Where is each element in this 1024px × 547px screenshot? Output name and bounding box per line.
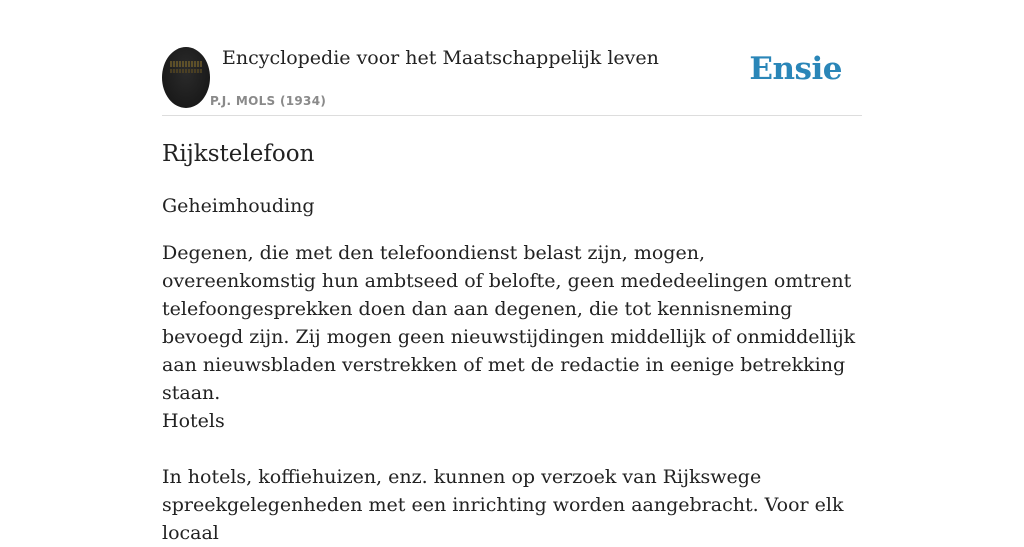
section-paragraph-geheimhouding: Degenen, die met den telefoondienst belast zijn, mogen, overeenkomstig hun ambtseed of belofte, geen mededeelingen omtrent telefoongesprekken doen dan aan degenen, die tot kennisneming bevoegd zijn. Zij mogen geen nieuwstijdingen middellijk of onmiddellijk aan nieuwsbladen verstrekken of met de redactie in eenige betrekking staan. xyxy=(162,242,856,404)
book-author: P.J. MOLS (1934) xyxy=(210,94,327,108)
cover-subtitle-lettering xyxy=(170,69,202,73)
book-title-link[interactable]: Encyclopedie voor het Maatschappelijk leven xyxy=(222,47,659,69)
article-title: Rijkstelefoon xyxy=(162,141,315,167)
section-heading-geheimhouding: Geheimhouding xyxy=(162,195,315,217)
book-cover-thumbnail[interactable] xyxy=(162,47,210,108)
ensie-logo-link[interactable]: Ensie xyxy=(749,51,842,87)
page xyxy=(162,0,862,544)
site-header xyxy=(162,0,862,116)
section-heading-hotels: Hotels xyxy=(162,410,225,432)
cover-title-lettering xyxy=(170,61,202,67)
section-paragraph-hotels: In hotels, koffiehuizen, enz. kunnen op verzoek van Rijkswege spreekgelegenheden met een inrichting worden aangebracht. Voor elk locaal xyxy=(162,466,844,544)
